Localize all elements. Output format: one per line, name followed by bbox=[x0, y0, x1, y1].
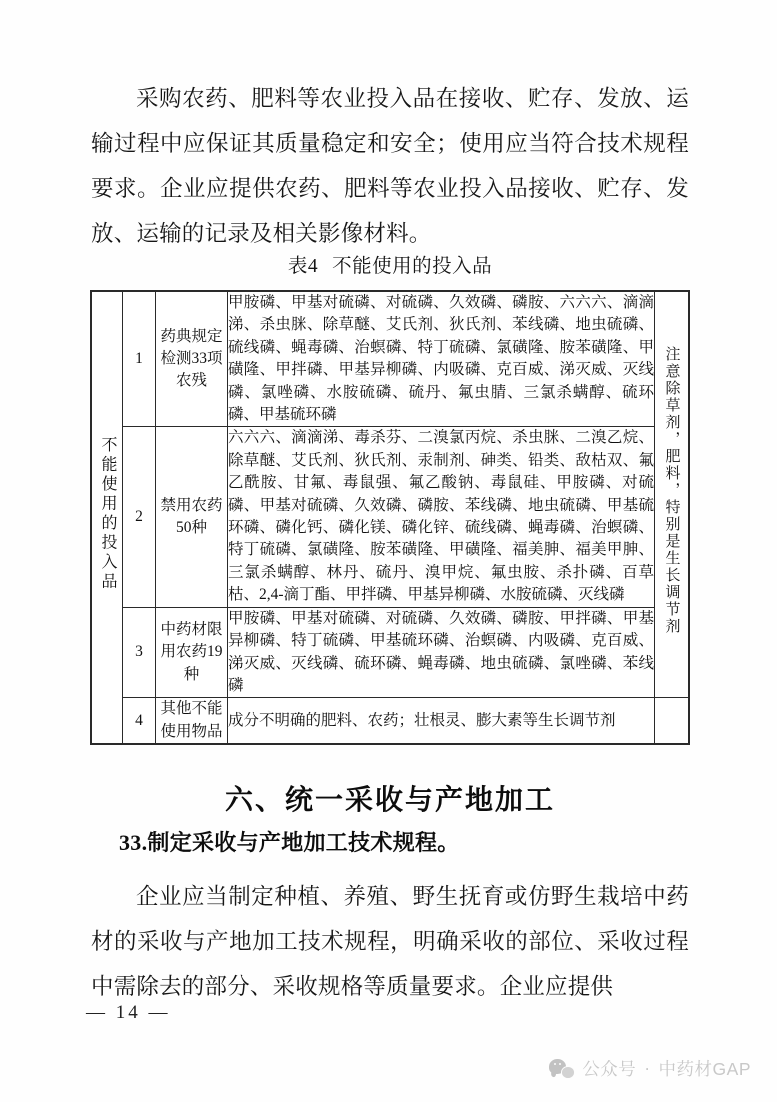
row-category-3: 中药材限用农药19种 bbox=[156, 607, 228, 698]
clause-heading: 33.制定采收与产地加工技术规程。 bbox=[119, 830, 460, 855]
table-row bbox=[92, 427, 689, 607]
row-index-3: 3 bbox=[123, 607, 156, 698]
row-category-1: 药典规定检测33项农残 bbox=[156, 292, 228, 427]
table-note-filler-cell bbox=[655, 698, 689, 744]
table-caption-title: 不能使用的投入品 bbox=[332, 256, 493, 277]
row-group-label-cell bbox=[92, 292, 123, 744]
row-category-2: 禁用农药50种 bbox=[156, 427, 228, 607]
watermark-name: 中药材GAP bbox=[658, 1059, 751, 1079]
section-heading: 六、统一采收与产地加工 bbox=[224, 785, 555, 816]
row-index-1: 1 bbox=[123, 292, 156, 427]
table-caption-number: 表4 bbox=[287, 256, 319, 277]
table-forbidden-inputs bbox=[91, 291, 689, 744]
intro-paragraph: 采购农药、肥料等农业投入品在接收、贮存、发放、运输过程中应保证其质量稳定和安全；使用应当符合技术规程要求。企业应提供农药、肥料等农业投入品接收、贮存、发放、运输的记录及相关影像材料。 bbox=[91, 86, 689, 246]
table-note-cell bbox=[655, 292, 689, 698]
row-index-4: 4 bbox=[123, 698, 156, 744]
row-category-4: 其他不能使用物品 bbox=[156, 698, 228, 744]
table-row bbox=[92, 607, 689, 698]
table-row bbox=[92, 698, 689, 744]
table-note-label: 注意除草剂，肥料，特别是生长调节剂 bbox=[663, 346, 680, 636]
table-row bbox=[92, 292, 689, 427]
table-caption bbox=[91, 253, 689, 281]
wechat-icon bbox=[549, 1059, 575, 1079]
page-number: — 14 — bbox=[86, 1002, 171, 1023]
row-items-2: 六六六、滴滴涕、毒杀芬、二溴氯丙烷、杀虫脒、二溴乙烷、除草醚、艾氏剂、狄氏剂、汞制剂、砷类、铅类、敌枯双、氟乙酰胺、甘氟、毒鼠强、氟乙酸钠、毒鼠硅、甲胺磷、对硫磷、甲基对硫磷、久效磷、磷胺、苯线磷、地虫硫磷、甲基硫环磷、磷化钙、磷化镁、磷化锌、硫线磷、蝇毒磷、治螟磷、特丁硫磷、氯磺隆、胺苯磺隆、甲磺隆、福美胂、福美甲胂、三氯杀螨醇、林丹、硫丹、溴甲烷、氟虫胺、杀扑磷、百草枯、2,4-滴丁酯、甲拌磷、甲基异柳磷、水胺硫磷、灭线磷 bbox=[228, 427, 655, 607]
watermark-separator: · bbox=[644, 1058, 651, 1078]
body-paragraph: 企业应当制定种植、养殖、野生抚育或仿野生栽培中药材的采收与产地加工技术规程，明确采收的部位、采收过程中需除去的部分、采收规格等质量要求。企业应提供 bbox=[91, 884, 689, 999]
row-group-label: 不能使用的投入品 bbox=[99, 435, 116, 592]
row-index-2: 2 bbox=[123, 427, 156, 607]
watermark-prefix: 公众号 bbox=[582, 1059, 637, 1079]
row-items-3: 甲胺磷、甲基对硫磷、对硫磷、久效磷、磷胺、甲拌磷、甲基异柳磷、特丁硫磷、甲基硫环磷、治螟磷、内吸磷、克百威、涕灭威、灭线磷、硫环磷、蝇毒磷、地虫硫磷、氯唑磷、苯线磷 bbox=[228, 607, 655, 698]
row-items-1: 甲胺磷、甲基对硫磷、对硫磷、久效磷、磷胺、六六六、滴滴涕、杀虫脒、除草醚、艾氏剂、狄氏剂、苯线磷、地虫硫磷、硫线磷、蝇毒磷、治螟磷、特丁硫磷、氯磺隆、胺苯磺隆、甲磺隆、甲拌磷、甲基异柳磷、内吸磷、克百威、涕灭威、灭线磷、氯唑磷、水胺硫磷、硫丹、氟虫腈、三氯杀螨醇、硫环磷、甲基硫环磷 bbox=[228, 292, 655, 427]
row-items-4: 成分不明确的肥料、农药；壮根灵、膨大素等生长调节剂 bbox=[228, 698, 655, 744]
footer-watermark bbox=[549, 1056, 751, 1081]
